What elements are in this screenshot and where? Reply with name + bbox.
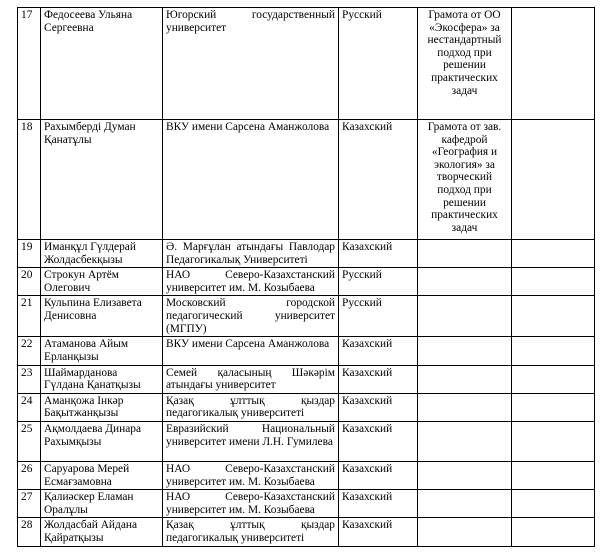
language-cell: Казахский bbox=[339, 490, 418, 518]
award-cell bbox=[418, 296, 512, 337]
table-row bbox=[18, 120, 595, 240]
participant-name: Атаманова Айым Ерланқызы bbox=[41, 337, 163, 365]
language-cell: Русский bbox=[339, 296, 418, 337]
language-cell: Русский bbox=[339, 8, 418, 120]
row-number: 27 bbox=[18, 490, 41, 518]
language-cell: Казахский bbox=[339, 393, 418, 421]
participant-name: Рахымберді Думан Қанатұлы bbox=[41, 120, 163, 240]
row-number: 23 bbox=[18, 365, 41, 393]
extra-cell bbox=[512, 490, 595, 518]
table-row bbox=[18, 8, 595, 120]
award-cell bbox=[418, 268, 512, 296]
language-cell: Казахский bbox=[339, 120, 418, 240]
award-cell bbox=[418, 461, 512, 489]
language-cell: Русский bbox=[339, 268, 418, 296]
university-name: НАО Северо-Казахстанский университет им. М. Козыбаева bbox=[163, 268, 339, 296]
university-name: НАО Северо-Казахстанский университет им. М. Козыбаева bbox=[163, 461, 339, 489]
university-name: Югорский государственный университет bbox=[163, 8, 339, 120]
row-number: 24 bbox=[18, 393, 41, 421]
table-row bbox=[18, 393, 595, 421]
row-number: 21 bbox=[18, 296, 41, 337]
table-row bbox=[18, 461, 595, 489]
extra-cell bbox=[512, 461, 595, 489]
award-cell: Грамота от ОО «Экосфера» за нестандартный подход при решении практических задач bbox=[418, 8, 512, 120]
participant-name: Кульпина Елизавета Денисовна bbox=[41, 296, 163, 337]
extra-cell bbox=[512, 240, 595, 268]
language-cell: Казахский bbox=[339, 421, 418, 461]
university-name: ВКУ имени Сарсена Аманжолова bbox=[163, 337, 339, 365]
extra-cell bbox=[512, 337, 595, 365]
table-row bbox=[18, 240, 595, 268]
participant-name: Жолдасбай Айдана Қайратқызы bbox=[41, 518, 163, 546]
row-number: 18 bbox=[18, 120, 41, 240]
university-name: ВКУ имени Сарсена Аманжолова bbox=[163, 120, 339, 240]
row-number: 25 bbox=[18, 421, 41, 461]
row-number: 26 bbox=[18, 461, 41, 489]
table-row bbox=[18, 296, 595, 337]
row-number: 19 bbox=[18, 240, 41, 268]
university-name: Московский городской педагогический университет (МГПУ) bbox=[163, 296, 339, 337]
participant-name: Иманқұл Гүлдерай Жолдасбекқызы bbox=[41, 240, 163, 268]
language-cell: Казахский bbox=[339, 337, 418, 365]
table-row bbox=[18, 421, 595, 461]
participants-table bbox=[17, 7, 595, 547]
table-row bbox=[18, 490, 595, 518]
university-name: Ә. Марғұлан атындағы Павлодар Педагогикалық Университеті bbox=[163, 240, 339, 268]
award-cell bbox=[418, 365, 512, 393]
participant-name: Шаймарданова Гүлдана Қанатқызы bbox=[41, 365, 163, 393]
award-cell bbox=[418, 490, 512, 518]
extra-cell bbox=[512, 393, 595, 421]
award-cell bbox=[418, 518, 512, 546]
award-cell bbox=[418, 240, 512, 268]
table-row bbox=[18, 365, 595, 393]
award-cell bbox=[418, 421, 512, 461]
extra-cell bbox=[512, 365, 595, 393]
extra-cell bbox=[512, 120, 595, 240]
award-cell bbox=[418, 337, 512, 365]
university-name: Қазақ ұлттық қыздар педагогикалық университеті bbox=[163, 518, 339, 546]
table-row bbox=[18, 268, 595, 296]
extra-cell bbox=[512, 296, 595, 337]
award-cell bbox=[418, 393, 512, 421]
university-name: НАО Северо-Казахстанский университет им. М. Козыбаева bbox=[163, 490, 339, 518]
extra-cell bbox=[512, 8, 595, 120]
participant-name: Аманқожа Інкәр Бақытжанқызы bbox=[41, 393, 163, 421]
language-cell: Казахский bbox=[339, 518, 418, 546]
row-number: 20 bbox=[18, 268, 41, 296]
table-row bbox=[18, 518, 595, 546]
participant-name: Саруарова Мерей Есмағзамовна bbox=[41, 461, 163, 489]
row-number: 28 bbox=[18, 518, 41, 546]
award-cell: Грамота от зав. кафедрой «География и экология» за творческий подход при решении практических задач bbox=[418, 120, 512, 240]
university-name: Евразийский Национальный университет имени Л.Н. Гумилева bbox=[163, 421, 339, 461]
participant-name: Ақмолдаева Динара Рахымқызы bbox=[41, 421, 163, 461]
extra-cell bbox=[512, 268, 595, 296]
university-name: Семей қаласының Шәкәрім атындағы университет bbox=[163, 365, 339, 393]
language-cell: Казахский bbox=[339, 240, 418, 268]
participant-name: Қалиәскер Еламан Оралұлы bbox=[41, 490, 163, 518]
language-cell: Казахский bbox=[339, 365, 418, 393]
participant-name: Федосеева Ульяна Сергеевна bbox=[41, 8, 163, 120]
row-number: 22 bbox=[18, 337, 41, 365]
language-cell: Казахский bbox=[339, 461, 418, 489]
participant-name: Строкун Артём Олегович bbox=[41, 268, 163, 296]
university-name: Қазақ ұлттық қыздар педагогикалық университеті bbox=[163, 393, 339, 421]
row-number: 17 bbox=[18, 8, 41, 120]
table-row bbox=[18, 337, 595, 365]
extra-cell bbox=[512, 421, 595, 461]
extra-cell bbox=[512, 518, 595, 546]
